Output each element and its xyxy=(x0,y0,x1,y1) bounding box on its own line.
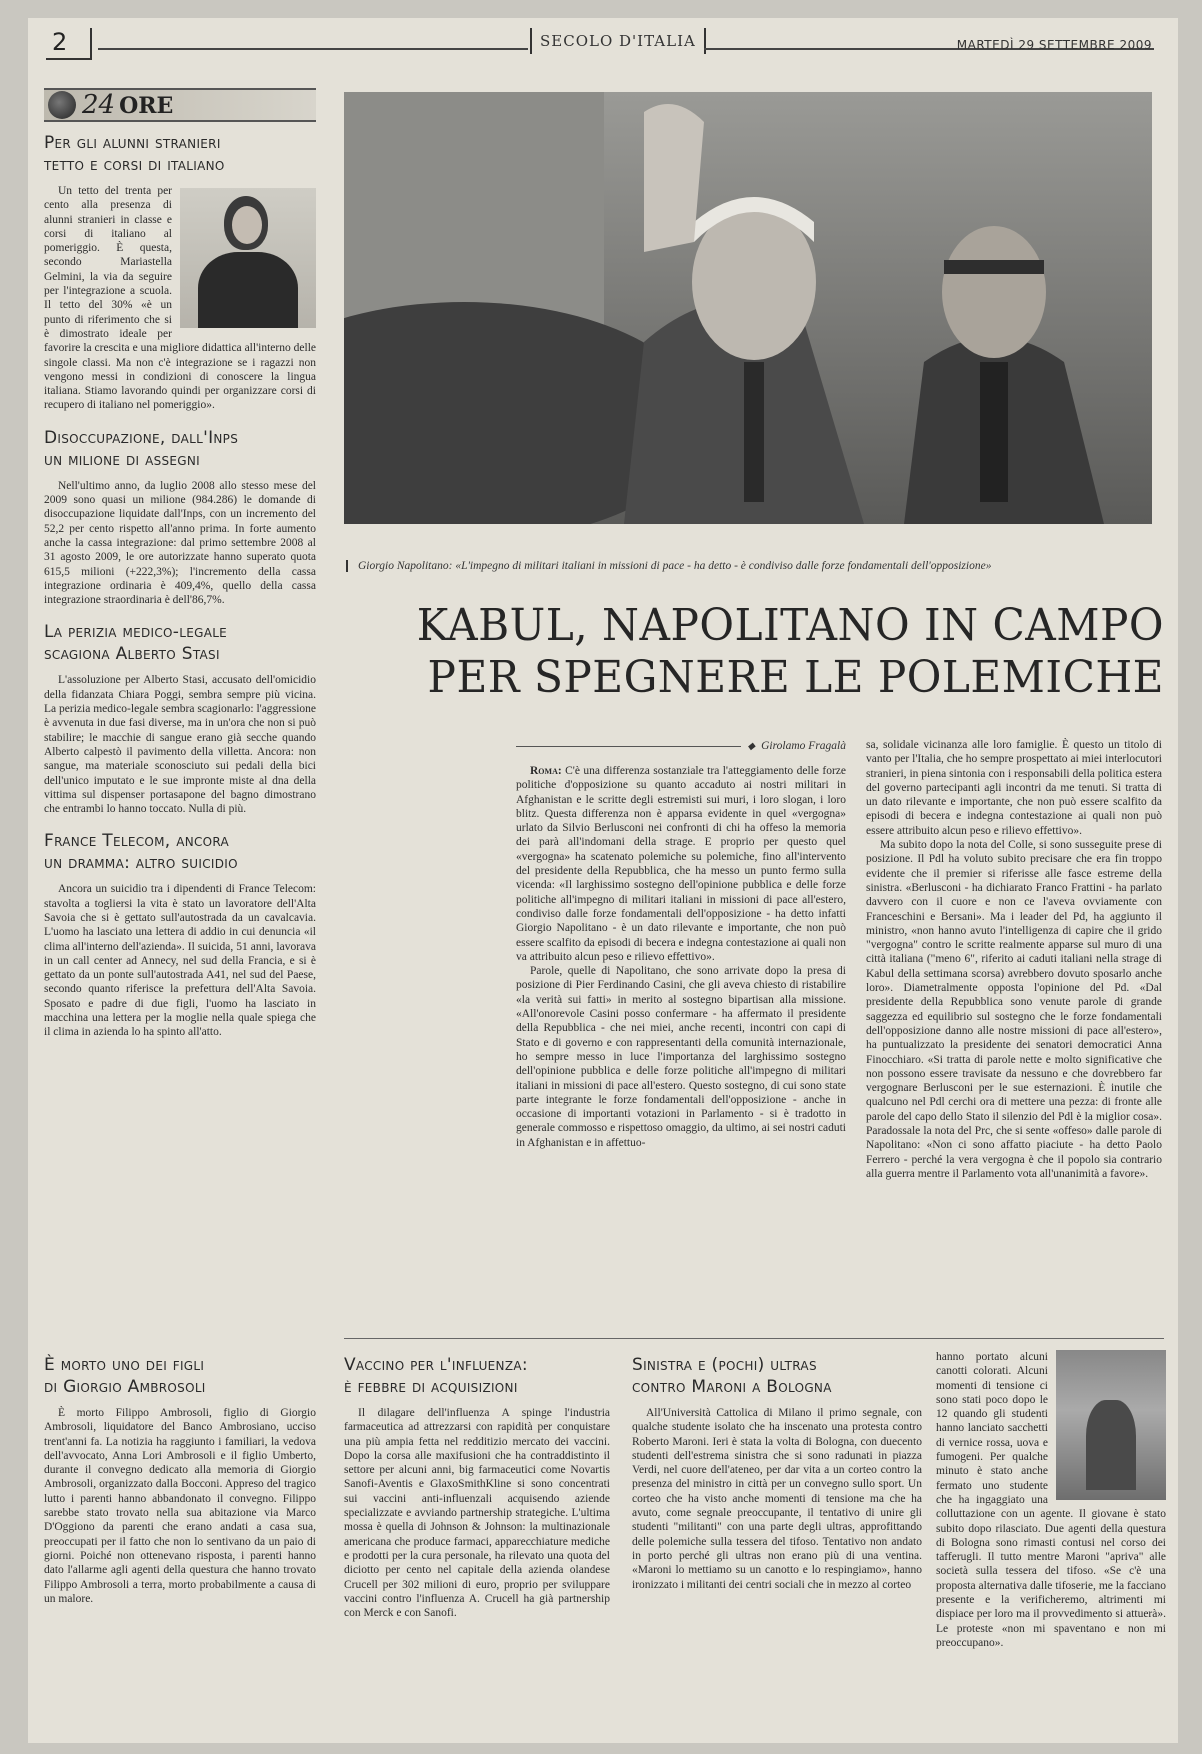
article-body: Il dilagare dell'influenza A spinge l'industria farmaceutica ad attrezzarsi con rapidità per conquistare una più ampia fetta nel redditizio mercato dei vaccini. Dopo la corsa alle maxifusioni che ha contraddistinto il settore per alcuni anni, big farmaceutici come Novartis Sanofi-Aventis e GlaxoSmithKline si sono concentrati sui vaccini anti-influenzali acquisendo aziende specializzate e avviando partnership strategiche. L'ultima mossa è quella di Johnson & Johnson: la multinazionale americana che produce farmaci, apparecchiature mediche e prodotti per la cura personale, ha rilevato una quota del diciotto per cento nel capitale della azienda olandese Crucell per 302 milioni di euro, proprio per sviluppare vaccini contro l'influenza A. Crucell ha già partnership con Merck e con Sanofi. xyxy=(344,1407,610,1620)
byline xyxy=(516,740,846,752)
article-france-telecom xyxy=(44,830,316,1039)
byline-rule xyxy=(516,746,741,747)
photo-caption: Giorgio Napolitano: «L'impegno di militari italiani in missioni di pace - ha detto - è condiviso dalle forze fondamentali dell'opposizione» xyxy=(346,560,1154,572)
column-logo xyxy=(44,88,316,122)
article-body: Un tetto del trenta per cento alla presenza di alunni stranieri in classe e corsi di italiano al pomeriggio. È questa, secondo Mariastella Gelmini, la via da seguire per l'integrazione a scuola. Il tetto del 30% «è un punto di riferimento che si è dimostrato ideale per favorire la crescita e una migliore didattica all'interno delle singole classi. Ma non c'è integrazione se i ragazzi non vengono messi in condizioni di conoscere la lingua italiana. Stiamo lavorando quindi per organizzare corsi di recupero di italiano nel pomeriggio». xyxy=(44,185,316,412)
column-logo-text: 24 ORE xyxy=(82,90,174,120)
article-maroni-continued: hanno portato alcuni canotti colorati. Alcuni momenti di tensione ci sono stati poco dopo le 12 quando gli studenti hanno lanciato sacchetti di vernice rossa, uova e fumogeni. Per qualche minuto è stato anche fermato uno studente che ha ingaggiato una colluttazione con un agente. Il giovane è stato subito dopo rilasciato. Due agenti della questura di Bologna sono rimasti contusi nel corso dei tafferugli. Il tutto mentre Maroni "apriva" alle società sulla tessera del tifoso. «Se c'è una proposta alternativa dalle tifoserie, me la facciano presente e la verificheremo, altrimenti mi dispiace per loro ma il provvedimento si attuerà». Le proteste «non mi spaventano e non mi preoccupano». xyxy=(936,1351,1166,1649)
article-ambrosoli xyxy=(44,1350,316,1620)
main-headline: KABUL, NAPOLITANO IN CAMPO PER SPEGNERE LE POLEMICHE xyxy=(416,600,1164,703)
page-number: 2 xyxy=(46,28,92,60)
article-headline: Vaccino per l'influenza: è febbre di acquisizioni xyxy=(344,1355,528,1397)
newspaper-page xyxy=(28,18,1178,1743)
article-body: Ancora un suicidio tra i dipendenti di France Telecom: stavolta a togliersi la vita è stato un lavoratore dell'Alta Savoia che si è gettato sull'autostrada da un cavalcavia. L'uomo ha lasciato una lettera di addio in cui denuncia «il clima all'interno dell'azienda». Il suicida, 51 anni, lavorava in un call center ad Annecy, nel sud della Francia, e si è gettato da un ponte sull'autostrada A41, nel sud del Paese, secondo quanto riferisce la prefettura dell'Alta Savoia. Sposato e padre di due figli, l'uomo ha lasciato in macchina una lettera per la moglie nella quale spiega che il clima in azienda lo ha spinto all'atto. xyxy=(44,883,316,1039)
globe-icon xyxy=(48,91,76,119)
dateline: Roma: xyxy=(530,765,562,777)
masthead-rule-left xyxy=(98,48,528,50)
article-headline: È morto uno dei figli di Giorgio Ambrosoli xyxy=(44,1355,206,1397)
byline-author: Girolamo Fragalà xyxy=(761,740,846,752)
article-headline: Disoccupazione, dall'Inps un milione di assegni xyxy=(44,427,239,470)
article-body: All'Università Cattolica di Milano il primo segnale, con qualche studente isolato che ha inscenato una protesta contro Roberto Maroni. Ieri è stata la volta di Bologna, con duecento studenti dell'estrema sinistra che si sono radunati in piazza Verdi, nel cuore dell'ateneo, per dar vita a un corteo contro la presenza del ministro in città per un convegno sullo sport. Un corteo che ha visto anche momenti di tensione ma che ha avuto, come segnale preoccupante, il tentativo di unire gli studenti "militanti" con una parte degli ultras, approfittando delle polemiche sulla tessera del tifoso. Tentativo non andato in porto perché gli ultras non erano più di una ventina. «Maroni lo mettiamo su un canotto e lo respingiamo», hanno ironizzato i militanti dei centri sociali che in mezzo al corteo xyxy=(632,1407,922,1591)
article-headline: Sinistra e (pochi) ultras contro Maroni a Bologna xyxy=(632,1355,832,1397)
masthead-date: MARTEDÌ 29 SETTEMBRE 2009 xyxy=(956,38,1152,52)
bologna-photo xyxy=(1056,1350,1166,1500)
article-vaccino xyxy=(344,1350,610,1634)
diamond-icon: ◆ xyxy=(747,740,756,752)
masthead-title: SECOLO D'ITALIA xyxy=(530,28,706,54)
article-stranieri xyxy=(44,132,316,413)
section-divider xyxy=(344,1338,1164,1339)
article-body: L'assoluzione per Alberto Stasi, accusato dell'omicidio della fidanzata Chiara Poggi, sembra sempre più vicina. La perizia medico-legale sembra scagionarlo: l'aggressione è avvenuta in due fasi diverse, ma in un'ora che non si può stabilire; le macchie di sangue erano già secche quando Alberto calpestò il pavimento della villetta. Ancora: non sangue, ma materiale sconosciuto sui pedali della bici dell'unico imputato e le sue impronte miste al dna della vittima sul dispenser portasapone del bagno dimostrano che entrambi lo hanno toccato. Nulla di più. xyxy=(44,674,316,816)
article-headline: Per gli alunni stranieri tetto e corsi di italiano xyxy=(44,133,225,175)
gelmini-photo xyxy=(180,188,316,328)
article-headline: La perizia medico-legale scagiona Alberto Stasi xyxy=(44,622,228,665)
article-body: Nell'ultimo anno, da luglio 2008 allo stesso mese del 2009 sono quasi un milione (984.286) le domande di disoccupazione liquidate dall'Inps, con un incremento del 52,2 per cento rispetto all'anno prima. In forte aumento anche la cassa integrazione: dal primo settembre 2008 al 31 agosto 2009, le ore autorizzate hanno superato quota 615,5 milioni (+222,3%); l'incremento della cassa integrazione ordinaria è 409,4%, quello della cassa integrazione straordinaria è dell'86,7%. xyxy=(44,479,316,607)
article-inps xyxy=(44,427,316,608)
left-column xyxy=(44,88,316,1054)
article-headline: France Telecom, ancora un dramma: altro suicidio xyxy=(44,831,238,874)
napolitano-photo xyxy=(344,92,1152,524)
main-article-column-2: sa, solidale vicinanza alle loro famiglie. È questo un titolo di vanto per l'Italia, che ho sempre prospettato ai miei interlocutori stranieri, in piena sintonia con i responsabili della politica estera del governo partecipanti agli incontri da me tenuti. Si tratta di un dato rilevante e importante, che non può essere scalfito da episodi di becera e indegna contestazione ai quali non può essere attribuito alcun peso e rilievo effettivo». Ma subito dopo la nota del Colle, si sono susseguite prese di posizione. Il Pdl ha voluto subito precisare che era fin troppo evidente che il premier si riferisse alle fasce estreme della sinistra. «Berlusconi - ha dichiarato Franco Frattini - ha parlato davvero con il cuore e non ce l'aveva ovviamente con Franceschini e Bersani». Ma i leader del Pd, ha aggiunto il ministro, «non hanno avuto l'intelligenza di capire che il grido "vergogna" contro le scritte realmente apparse sul muro di una città italiana ("meno 6", riferito ai caduti italiani nella strage di Kabul della settimana scorsa) avrebbero dovuto sposarlo anche loro». Diametralmente opposta l'opinione del Pd. «Dal presidente della Repubblica sono venute parole di grande saggezza ed equilibrio sul sostegno che le forze fondamentali dell'opposizione danno alle nostre missioni di pace all'estero», ha puntualizzato la presidente dei senatori democratici Anna Finocchiaro. «Si tratta di parole nette e molto significative che non possono essere travisate da nessuno e che dovrebbero far vergognare Berlusconi per le sue esternazioni. È inutile che qualcuno nel Pdl cerchi ora di mettere una pezza: di fronte alle parole del capo dello Stato il silenzio del Pdl è la miglior cosa». Paradossale la nota del Prc, che si sente «offeso» dalle parole di Napolitano: «Non ci sono affatto piaciute - ha detto Paolo Ferrero - perché la vera vergogna è che il popolo sia contrario alla guerra mentre il Parlamento vota all'unanimità a favore». xyxy=(866,739,1162,1180)
article-stasi xyxy=(44,621,316,816)
main-article-column-1: Roma: C'è una differenza sostanziale tra l'atteggiamento delle forze politiche d'opposizione su quanto accaduto ai nostri militari in Afghanistan e le scritte degli estremisti sui muri, i loro slogan, i loro blitz. Questa differenza non è apparsa evidente in quel «vergogna» urlato da Silvio Berlusconi nei confronti di chi ha offeso la memoria dei parà all'indomani della strage. E proprio per questo quel «vergogna» ha scatenato polemiche su polemiche, fino all'intervento del presidente della Repubblica, che ha messo un punto fermo sulla vicenda: «Il larghissimo sostegno dell'opinione pubblica e delle forze politiche all'impegno di militari italiani in missioni di pace all'estero, condiviso dalle forze fondamentali dell'opposizione - ha detto infatti Giorgio Napolitano - è un dato rilevante e importante, che non può essere scalfito da episodi di becera e indegna contestazione ai quali non va attribuito alcun peso e rilievo effettivo». Parole, quelle di Napolitano, che sono arrivate dopo la presa di posizione di Pier Ferdinando Casini, che gli aveva chiesto di ristabilire «la verità sui fatti» in merito al sostegno bipartisan alla missione. «All'onorevole Casini posso confermare - ha affermato il presidente della Repubblica - che nei miei, anche recenti, incontri con capi di Stato e di governo e con rappresentanti della comunità internazionale, ho sempre messo in luce l'importanza del larghissimo sostegno dell'opinione pubblica e delle forze politiche all'impegno di militari italiani in missioni di pace all'estero. Questo sostegno, di cui sono state parte integrante le forze fondamentali dell'opposizione - anche in occasione di importanti votazioni in Parlamento - si è tradotto in generale commosso e rispettoso omaggio, da ultimo, ai sei nostri caduti in Afghanistan e in affettuo- xyxy=(516,765,846,1149)
article-maroni xyxy=(632,1350,922,1606)
article-body: È morto Filippo Ambrosoli, figlio di Giorgio Ambrosoli, liquidatore del Banco Ambrosiano, ucciso trent'anni fa. La notizia ha raggiunto i familiari, la vedova dell'avvocato, Anna Lori Ambrosoli e il figlio Umberto, durante il convegno dedicato alla memoria di Giorgio Ambrosoli, organizzato dalla Bocconi. Appreso del tragico lutto i parenti hanno abbandonato il convegno. Filippo sarebbe stato trovato nella sua abitazione via Marco D'Oggiono da parenti che erano andati a casa sua, preoccupati per il fatto che non lo sentivano da un paio di giorni. Poiché non ottenevano risposta, i parenti hanno dato l'allarme agli agenti della questura che hanno trovato Filippo Ambrosoli a terra, morto probabilmente a causa di un malore. xyxy=(44,1407,316,1605)
